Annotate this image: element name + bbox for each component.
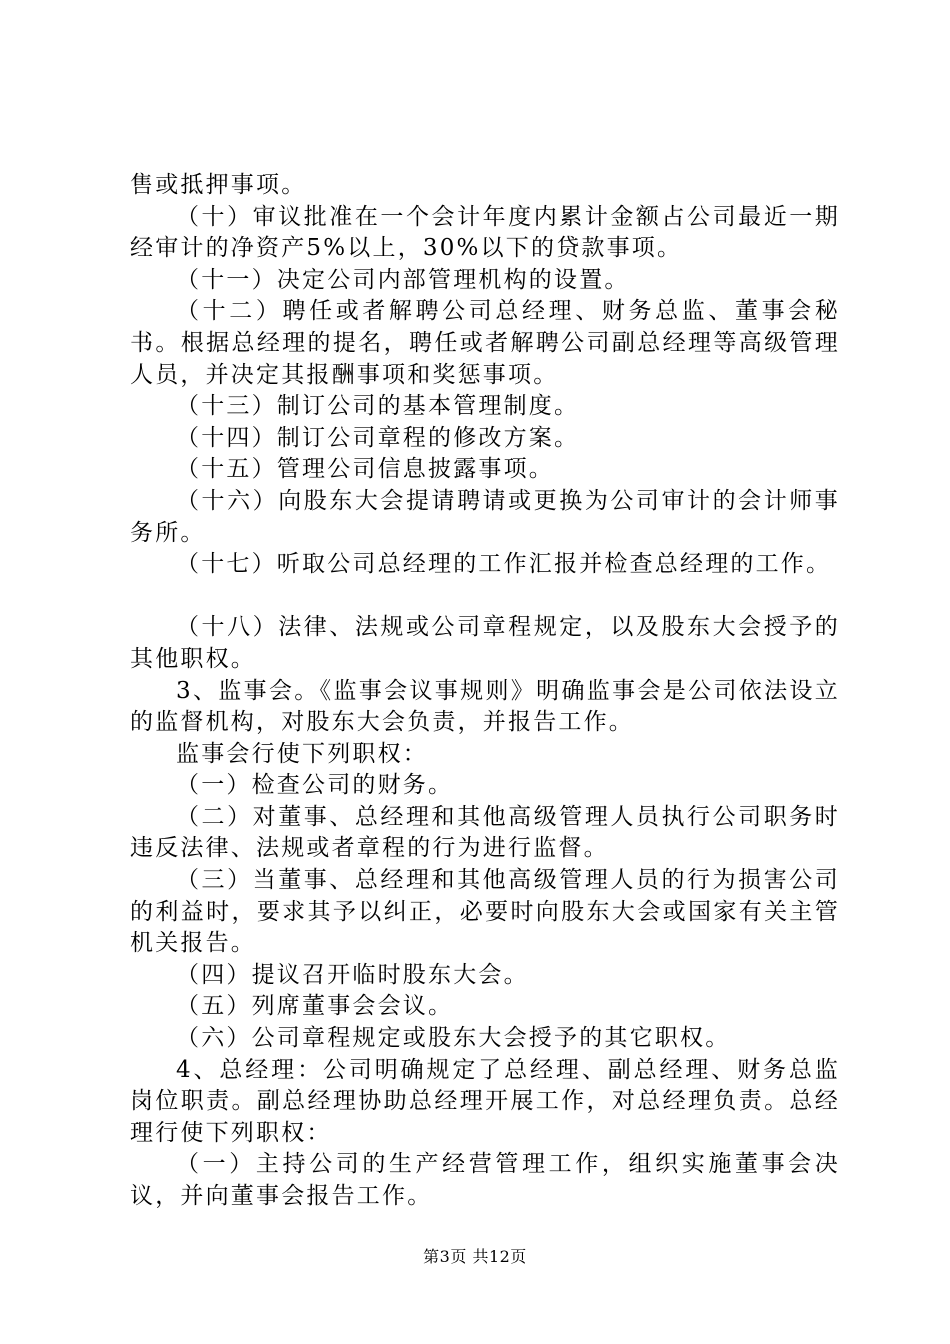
paragraph-item-12: （十二）聘任或者解聘公司总经理、财务总监、董事会秘书。根据总经理的提名，聘任或者解聘公司副总经理等高级管理人员，并决定其报酬事项和奖惩事项。 xyxy=(130,298,840,388)
paragraph-item-18: （十八）法律、法规或公司章程规定，以及股东大会授予的其他职权。 xyxy=(130,614,840,672)
paragraph-continuation: 售或抵押事项。 xyxy=(130,172,307,198)
paragraph-supervisory-item-6: （六）公司章程规定或股东大会授予的其它职权。 xyxy=(176,1025,731,1052)
paragraph-supervisory-item-1: （一）检查公司的财务。 xyxy=(176,772,454,799)
paragraph-supervisory-powers-intro: 监事会行使下列职权： xyxy=(176,740,428,767)
paragraph-item-10: （十）审议批准在一个会计年度内累计金额占公司最近一期经审计的净资产5%以上，30%以下的贷款事项。 xyxy=(130,203,840,262)
page-footer xyxy=(0,1244,950,1267)
paragraph-general-manager: 4、总经理：公司明确规定了总经理、副总经理、财务总监岗位职责。副总经理协助总经理开展工作，对总经理负责。总经理行使下列职权： xyxy=(130,1056,840,1146)
paragraph-item-16: （十六）向股东大会提请聘请或更换为公司审计的会计师事务所。 xyxy=(130,487,840,546)
paragraph-gm-item-1: （一）主持公司的生产经营管理工作，组织实施董事会决议，并向董事会报告工作。 xyxy=(130,1151,840,1209)
document-body xyxy=(130,170,840,1213)
paragraph-supervisory-item-4: （四）提议召开临时股东大会。 xyxy=(176,961,529,988)
paragraph-item-11: （十一）决定公司内部管理机构的设置。 xyxy=(176,266,630,293)
paragraph-supervisory-board: 3、监事会。《监事会议事规则》明确监事会是公司依法设立的监督机构，对股东大会负责，并报告工作。 xyxy=(130,677,840,736)
paragraph-supervisory-item-2: （二）对董事、总经理和其他高级管理人员执行公司职务时违反法律、法规或者章程的行为进行监督。 xyxy=(130,803,840,862)
paragraph-item-17: （十七）听取公司总经理的工作汇报并检查总经理的工作。 xyxy=(176,551,832,578)
paragraph-item-15: （十五）管理公司信息披露事项。 xyxy=(176,456,554,483)
paragraph-supervisory-item-3: （三）当董事、总经理和其他高级管理人员的行为损害公司的利益时，要求其予以纠正，必要时向股东大会或国家有关主管机关报告。 xyxy=(130,867,840,957)
paragraph-supervisory-item-5: （五）列席董事会会议。 xyxy=(176,993,454,1020)
paragraph-item-14: （十四）制订公司章程的修改方案。 xyxy=(176,424,580,451)
page-number: 第3页 共12页 xyxy=(423,1247,527,1266)
paragraph-item-13: （十三）制订公司的基本管理制度。 xyxy=(176,393,580,420)
